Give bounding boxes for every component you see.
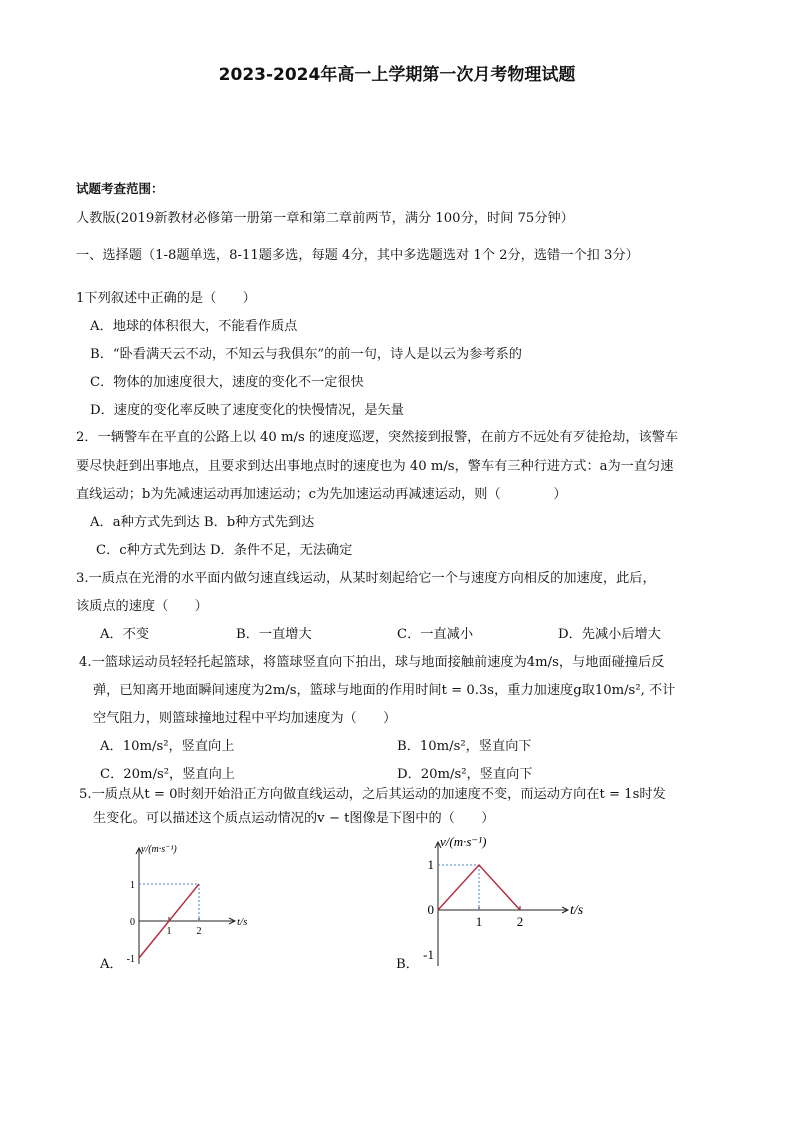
q3-option-d: D．先减小后增大: [558, 627, 661, 642]
section-heading: 一、选择题（1-8题单选，8-11题多选，每题 4分，其中多选题选对 1个 2分，选错一个扣 3分）: [76, 248, 639, 263]
scope-heading: 试题考查范围：: [76, 181, 164, 196]
q1-stem: 1下列叙述中正确的是（ ）: [76, 291, 256, 306]
q3-option-b: B．一直增大: [236, 627, 312, 642]
graph-a-y-tick-0: 1: [130, 880, 135, 891]
graph-a-y-tick-1: 0: [130, 917, 135, 928]
q2-options-cd: C．c种方式先到达 D．条件不足，无法确定: [96, 543, 353, 558]
graph-b-y-tick-0: 1: [427, 857, 434, 872]
graph-b-x-label: t/s: [570, 903, 584, 918]
q1-option-d: D．速度的变化率反映了速度变化的快慢情况，是矢量: [90, 403, 404, 418]
page-title: 2023-2024年高一上学期第一次月考物理试题: [218, 65, 576, 85]
scope-text: 人教版(2019新教材必修第一册第一章和第二章前两节，满分 100分，时间 75分钟）: [76, 211, 574, 226]
q5-line2: 生变化。可以描述这个质点运动情况的v − t图像是下图中的（ ）: [93, 811, 495, 826]
graph-a-x-label: t/s: [237, 916, 248, 928]
graph-b-svg: [410, 836, 600, 972]
q4-option-a: A．10m/s²，竖直向上: [100, 739, 235, 754]
graph-b-x-tick-0: 1: [475, 914, 483, 929]
graph-a: [115, 840, 275, 976]
graph-a-x-tick-1: 2: [196, 926, 202, 937]
graph-b-y-tick-1: 0: [427, 902, 434, 917]
q5-line1: 5.一质点从t = 0时刻开始沿正方向做直线运动，之后其运动的加速度不变，而运动方向在t = 1s时发: [79, 787, 666, 802]
q4-line3: 空气阻力，则篮球撞地过程中平均加速度为（ ）: [93, 711, 397, 726]
graph-b-series-line: [438, 865, 520, 910]
q3-line2: 该质点的速度（ ）: [76, 599, 208, 614]
graph-a-x-tick-0: 1: [166, 926, 172, 937]
q3-option-c: C．一直减小: [397, 627, 474, 642]
q4-option-b: B．10m/s²，竖直向下: [397, 739, 532, 754]
q4-option-d: D．20m/s²，竖直向下: [397, 767, 533, 782]
q3-line1: 3.一质点在光滑的水平面内做匀速直线运动，从某时刻起给它一个与速度方向相反的加速度，此后，: [76, 571, 656, 586]
q2-options-ab: A．a种方式先到达 B．b种方式先到达: [90, 515, 315, 530]
graph-b: [410, 836, 600, 976]
q2-line2: 要尽快赶到出事地点，且要求到达出事地点时的速度也为 40 m/s，警车有三种行进方式：a为一直匀速: [76, 459, 674, 474]
q2-line3: 直线运动；b为先减速运动再加速运动；c为先加速运动再减速运动，则（ ）: [76, 487, 567, 502]
graph-a-y-label: v/(m·s⁻¹): [141, 844, 177, 855]
q5-option-b-label: B．: [396, 957, 419, 972]
graph-b-x-tick-1: 2: [516, 914, 524, 929]
q4-line2: 弹，已知离开地面瞬间速度为2m/s，篮球与地面的作用时间t = 0.3s，重力加速度g取10m/s², 不计: [93, 683, 676, 698]
q4-line1: 4.一篮球运动员轻轻托起篮球，将篮球竖直向下拍出，球与地面接触前速度为4m/s，与地面碰撞后反: [79, 655, 665, 670]
graph-b-y-tick-2: -1: [423, 947, 434, 962]
q1-option-a: A．地球的体积很大，不能看作质点: [90, 319, 298, 334]
q2-line1: 2．一辆警车在平直的公路上以 40 m/s 的速度巡逻，突然接到报警，在前方不远处有歹徒抢劫，该警车: [76, 430, 679, 445]
q4-option-c: C．20m/s²，竖直向上: [100, 767, 235, 782]
graph-b-y-label: v/(m·s⁻¹): [440, 836, 487, 849]
q3-option-a: A．不变: [100, 627, 150, 642]
graph-a-svg: [115, 840, 275, 972]
graph-a-y-tick-2: -1: [126, 954, 135, 965]
q5-option-a-label: A．: [100, 957, 123, 972]
q1-option-b: B．“卧看满天云不动，不知云与我俱东”的前一句，诗人是以云为参考系的: [90, 347, 522, 362]
q1-option-c: C．物体的加速度很大，速度的变化不一定很快: [90, 375, 364, 390]
